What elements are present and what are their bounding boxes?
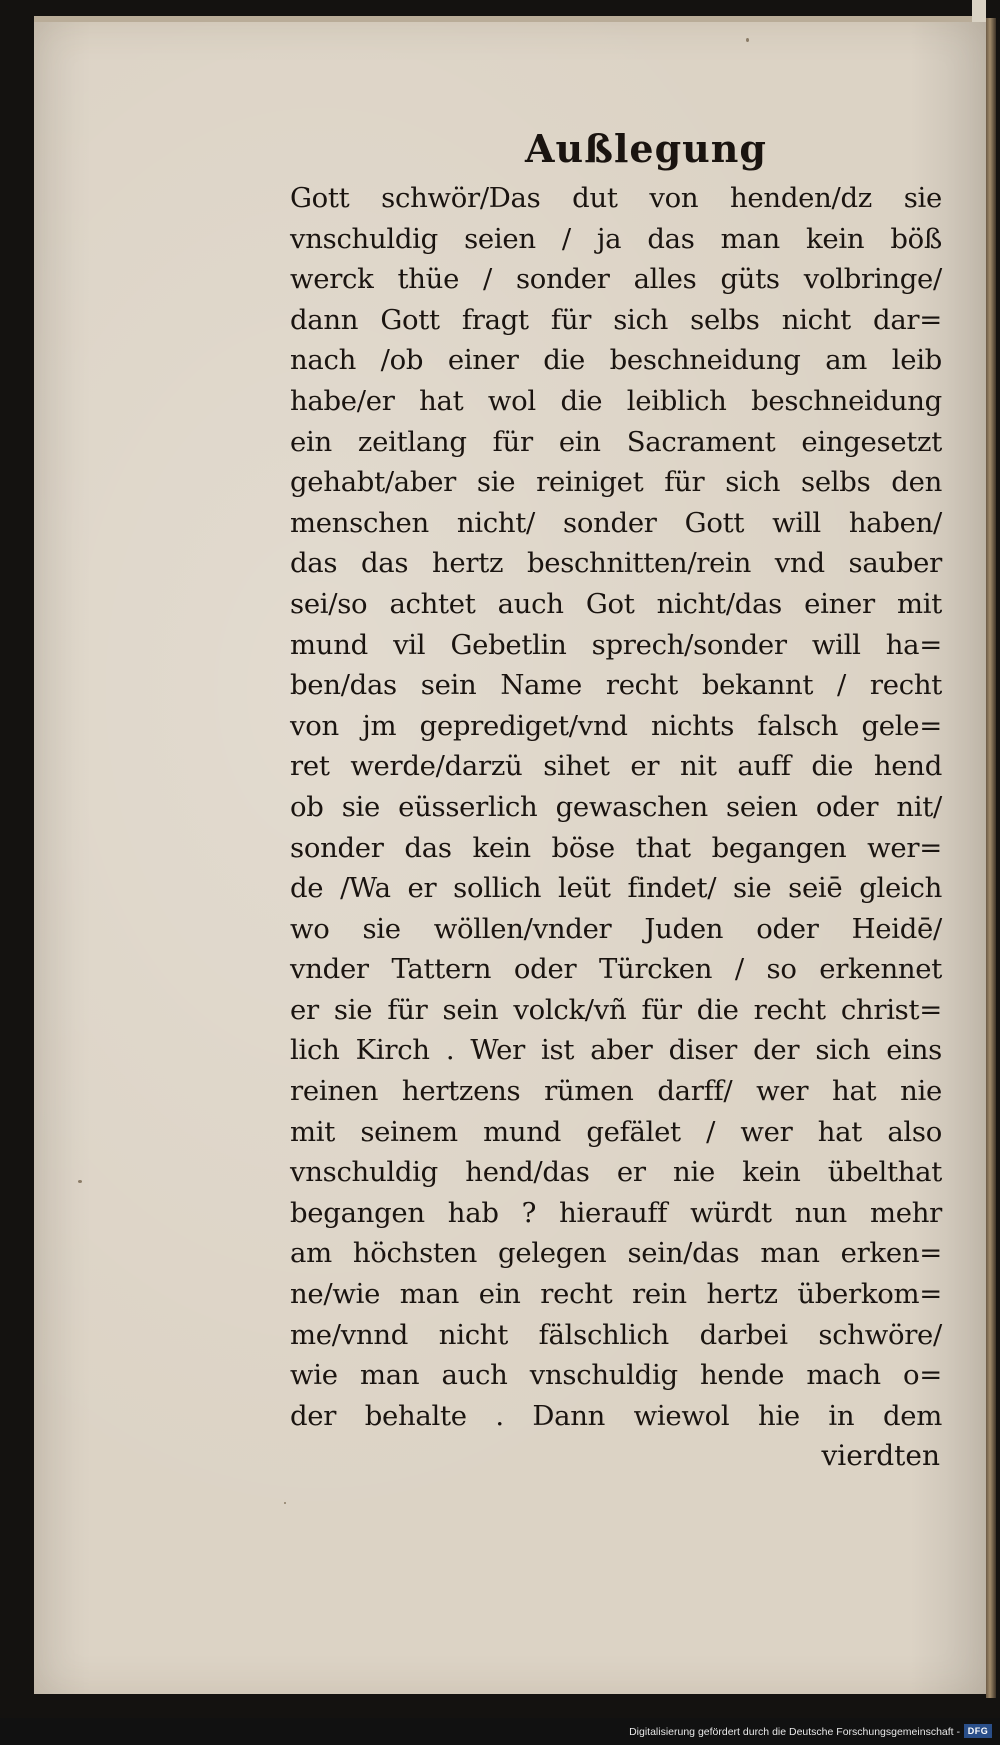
text-line: vnschuldig seien / ja das man kein böß [290, 222, 942, 255]
text-line: werck thüe / sonder alles güts volbringe/ [290, 263, 942, 296]
footer-credit: Digitalisierung gefördert durch die Deutsche Forschungsgemeinschaft - [629, 1726, 960, 1738]
text-line: er sie für sein volck/vñ für die recht christ= [290, 993, 942, 1026]
text-line: ben/das sein Name recht bekannt / recht [290, 669, 942, 702]
text-line: begangen hab ? hierauff würdt nun mehr [290, 1196, 942, 1229]
paper-speck [78, 1180, 82, 1183]
paper-speck [746, 38, 749, 42]
text-line: reinen hertzens rümen darff/ wer hat nie [290, 1075, 942, 1108]
text-line: sonder das kein böse that begangen wer= [290, 831, 942, 864]
text-line: lich Kirch . Wer ist aber diser der sich eins [290, 1034, 942, 1067]
text-line: gehabt/aber sie reiniget für sich selbs den [290, 466, 942, 499]
text-line: ein zeitlang für ein Sacrament eingesetzt [290, 425, 942, 458]
text-line: der behalte . Dann wiewol hie in dem [290, 1399, 942, 1432]
catchword: vierdten [821, 1439, 940, 1473]
text-line: ne/wie man ein recht rein hertz überkom= [290, 1278, 942, 1311]
running-head: Außlegung [525, 126, 767, 171]
text-line: nach /ob einer die beschneidung am leib [290, 344, 942, 377]
text-line: das das hertz beschnitten/rein vnd sauber [290, 547, 942, 580]
text-line: mit seinem mund gefälet / wer hat also [290, 1115, 942, 1148]
text-line: vnder Tattern oder Türcken / so erkennet [290, 953, 942, 986]
text-line: sei/so achtet auch Got nicht/das einer mit [290, 587, 942, 620]
dfg-logo: DFG [964, 1724, 992, 1738]
text-line: ob sie eüsserlich gewaschen seien oder nit/ [290, 790, 942, 823]
text-line: wo sie wöllen/vnder Juden oder Heidē/ [290, 912, 942, 945]
text-lines [290, 178, 942, 1436]
text-line: dann Gott fragt für sich selbs nicht dar= [290, 303, 942, 336]
text-line: de /Wa er sollich leüt findet/ sie seiē gleich [290, 872, 942, 905]
book-fore-edge [986, 18, 996, 1698]
text-line: von jm geprediget/vnd nichts falsch gele= [290, 709, 942, 742]
text-line: me/vnnd nicht fälschlich darbei schwöre/ [290, 1318, 942, 1351]
text-line: Gott schwör/Das dut von henden/dz sie [290, 182, 942, 214]
text-block [290, 120, 942, 1476]
text-line: wie man auch vnschuldig hende mach o= [290, 1359, 942, 1392]
paper-speck [284, 1502, 286, 1504]
text-line: menschen nicht/ sonder Gott will haben/ [290, 506, 942, 539]
text-line: mund vil Gebetlin sprech/sonder will ha= [290, 628, 942, 661]
text-line: habe/er hat wol die leiblich beschneidung [290, 384, 942, 417]
text-line: vnschuldig hend/das er nie kein übelthat [290, 1156, 942, 1189]
text-line: ret werde/darzü sihet er nit auff die hend [290, 750, 942, 783]
text-line: am höchsten gelegen sein/das man erken= [290, 1237, 942, 1270]
